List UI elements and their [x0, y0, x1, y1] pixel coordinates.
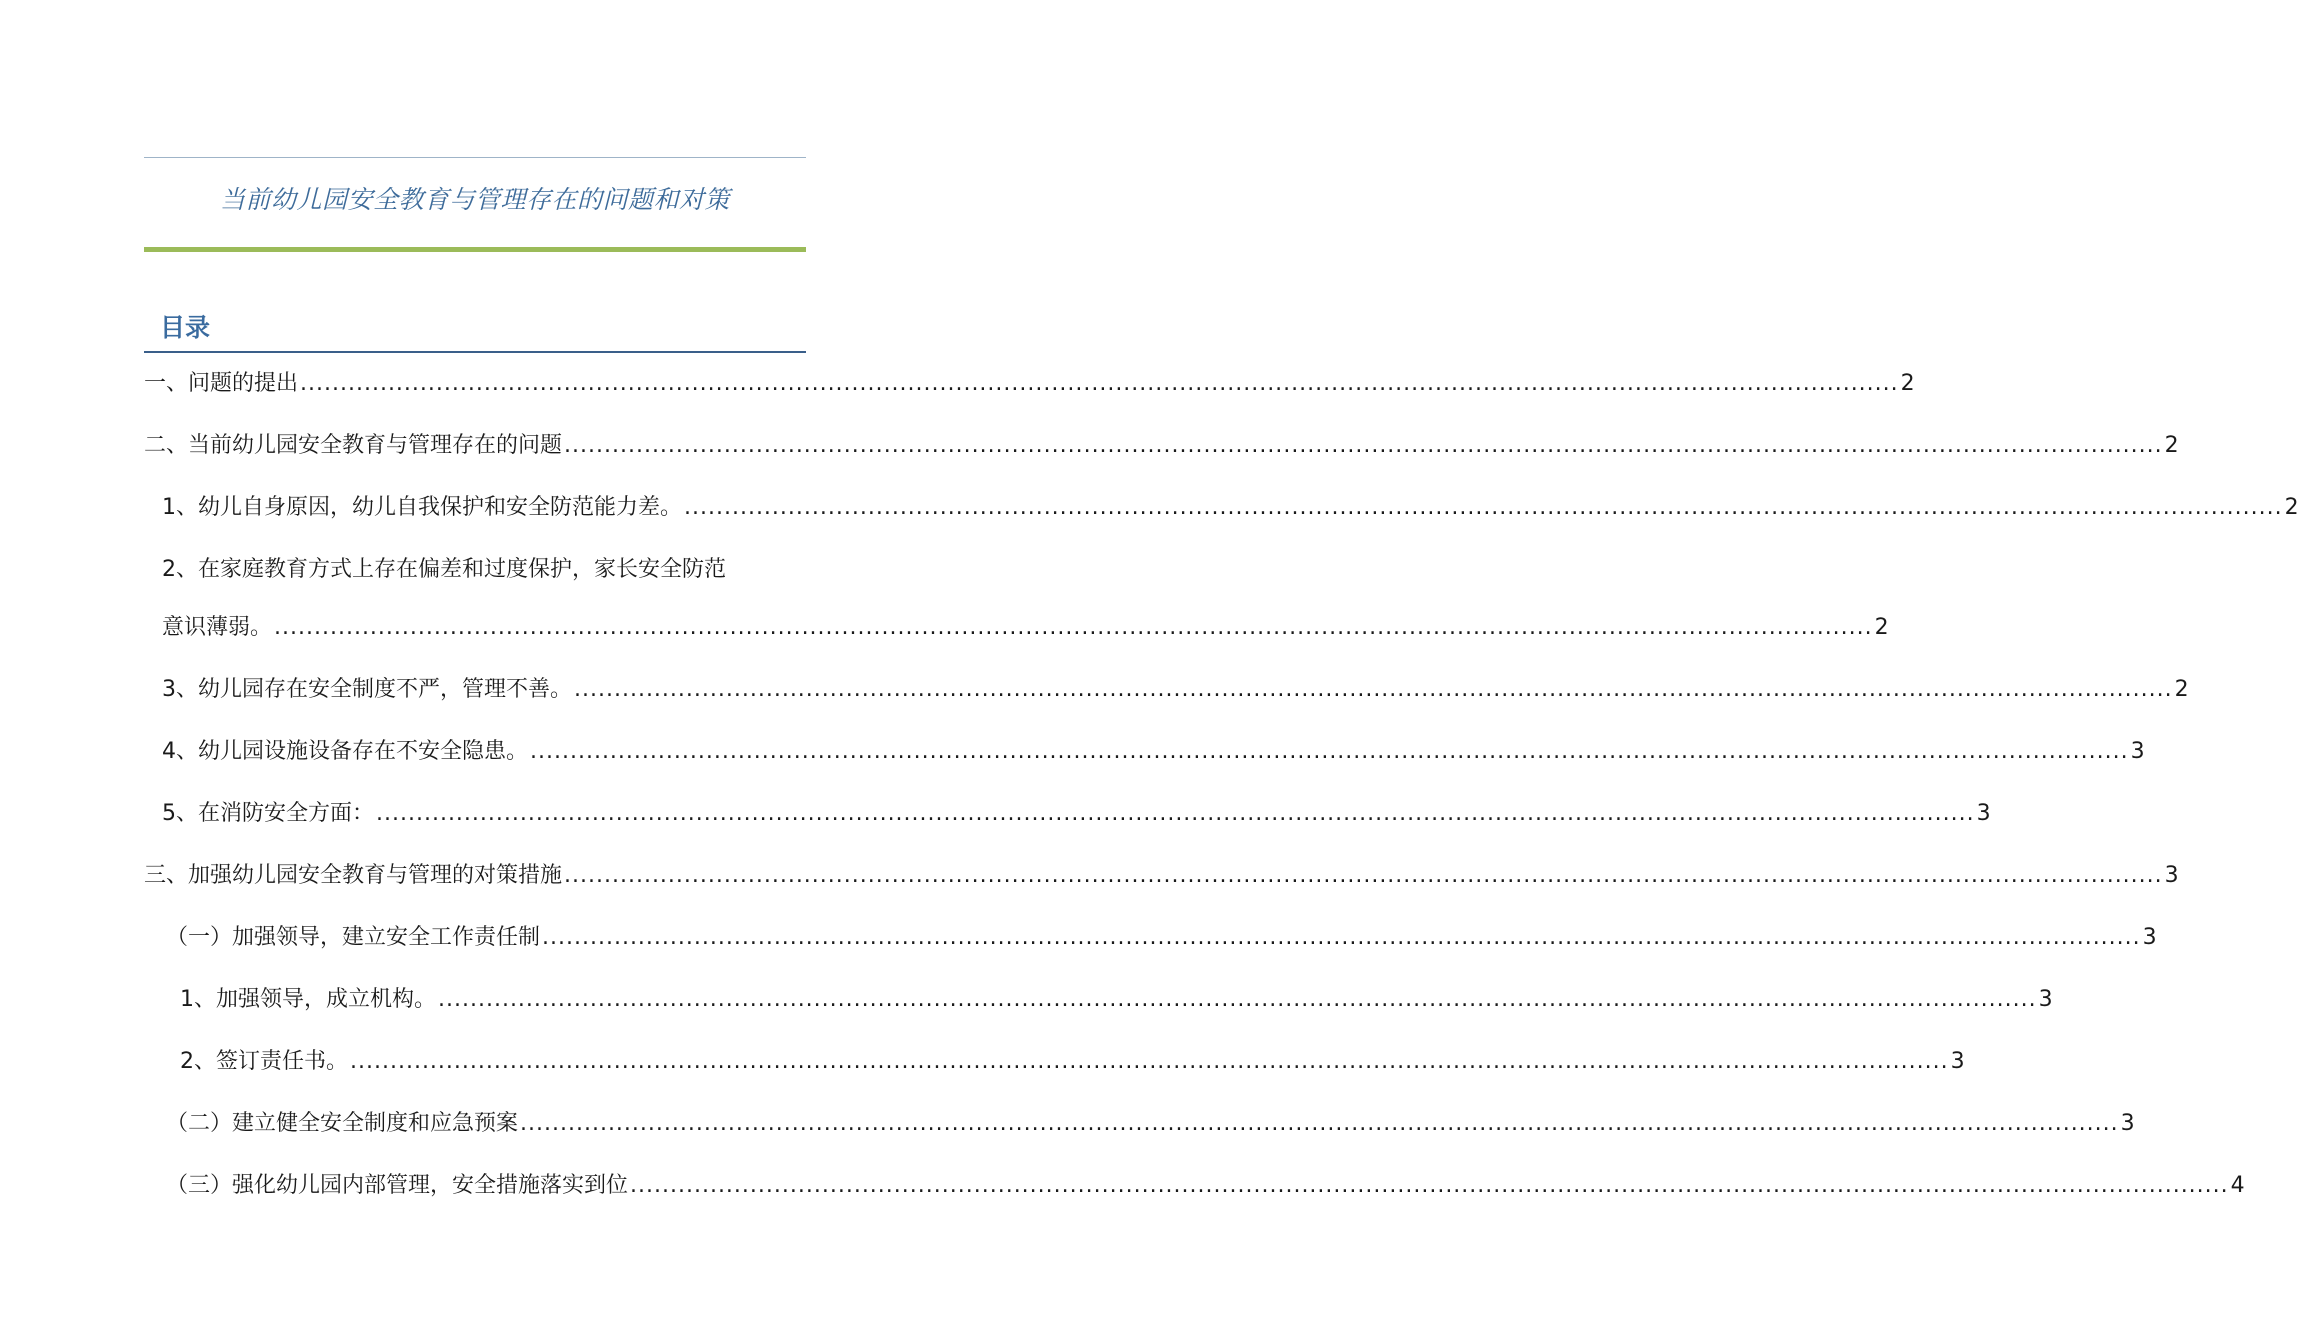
toc-page-number: 2 [2174, 677, 2189, 702]
toc-page-number: 3 [1950, 1049, 1965, 1074]
toc-entry[interactable] [162, 798, 1991, 830]
toc-entry-text: 5、在消防安全方面： [162, 801, 374, 826]
toc-page-number: 3 [2142, 925, 2157, 950]
toc-leader-dots: ........................................................................................................................................................................................................ [684, 495, 2283, 520]
toc-leader-dots: ........................................................................................................................................................................................................ [630, 1173, 2229, 1198]
toc-leader-dots: ........................................................................................................................................................................................................ [574, 677, 2173, 702]
toc-leader-dots: ........................................................................................................................................................................................................ [300, 371, 1899, 396]
toc-entry[interactable] [144, 860, 2179, 892]
toc-page-number: 4 [2230, 1173, 2245, 1198]
toc-entry-text: （二）建立健全安全制度和应急预案 [166, 1111, 519, 1136]
toc-entry-text: 4、幼儿园设施设备存在不安全隐患。 [162, 739, 528, 764]
toc-entry[interactable] [144, 430, 2179, 462]
header-rule [144, 157, 806, 158]
toc-entry[interactable] [166, 922, 2157, 954]
toc-entry-text: 意识薄弱。 [162, 615, 273, 640]
toc-page-number: 3 [2130, 739, 2145, 764]
toc-page-number: 3 [2164, 863, 2179, 888]
toc-entry-text: 三、加强幼儿园安全教育与管理的对策措施 [144, 863, 563, 888]
toc-entry-text: 1、加强领导，成立机构。 [180, 987, 436, 1012]
toc-entry[interactable] [180, 984, 2053, 1016]
toc-leader-dots: ........................................................................................................................................................................................................ [274, 615, 1873, 640]
toc-page-number: 2 [1900, 371, 1915, 396]
toc-entry-text: （一）加强领导，建立安全工作责任制 [166, 925, 541, 950]
toc-entry-text: 1、幼儿自身原因，幼儿自我保护和安全防范能力差。 [162, 495, 682, 520]
toc-leader-dots: ........................................................................................................................................................................................................ [350, 1049, 1949, 1074]
toc-leader-dots: ........................................................................................................................................................................................................ [376, 801, 1975, 826]
toc-entry[interactable] [162, 736, 2145, 768]
toc-entry-text: 一、问题的提出 [144, 371, 299, 396]
toc-entry-text: 2、签订责任书。 [180, 1049, 348, 1074]
toc-leader-dots: ........................................................................................................................................................................................................ [520, 1111, 2119, 1136]
toc-entry[interactable] [162, 492, 2299, 524]
toc-leader-dots: ........................................................................................................................................................................................................ [542, 925, 2141, 950]
title-underline-bar [144, 247, 806, 252]
toc-entry-text: （三）强化幼儿园内部管理，安全措施落实到位 [166, 1173, 629, 1198]
toc-entry-text: 3、幼儿园存在安全制度不严，管理不善。 [162, 677, 572, 702]
document-title: 当前幼儿园安全教育与管理存在的问题和对策 [219, 185, 730, 214]
toc-leader-dots: ........................................................................................................................................................................................................ [564, 863, 2163, 888]
toc-leader-dots: ........................................................................................................................................................................................................ [564, 433, 2163, 458]
toc-entry[interactable] [144, 368, 1915, 400]
toc-page-number: 3 [1976, 801, 1991, 826]
toc-entry-text-line1[interactable]: 2、在家庭教育方式上存在偏差和过度保护，家长安全防范 [162, 557, 726, 582]
toc-entry[interactable] [162, 674, 2189, 706]
toc-heading-rule [144, 351, 806, 353]
toc-leader-dots: ........................................................................................................................................................................................................ [438, 987, 2037, 1012]
toc-entry-text: 二、当前幼儿园安全教育与管理存在的问题 [144, 433, 563, 458]
toc-entry[interactable] [162, 612, 1889, 644]
toc-page-number: 3 [2120, 1111, 2135, 1136]
toc-entry[interactable] [180, 1046, 1965, 1078]
toc-entry[interactable] [166, 1170, 2245, 1202]
toc-page-number: 3 [2038, 987, 2053, 1012]
toc-page-number: 2 [1874, 615, 1889, 640]
toc-leader-dots: ........................................................................................................................................................................................................ [530, 739, 2129, 764]
toc-heading: 目录 [160, 313, 211, 342]
toc-page-number: 2 [2164, 433, 2179, 458]
toc-page-number: 2 [2284, 495, 2299, 520]
toc-entry[interactable] [166, 1108, 2135, 1140]
